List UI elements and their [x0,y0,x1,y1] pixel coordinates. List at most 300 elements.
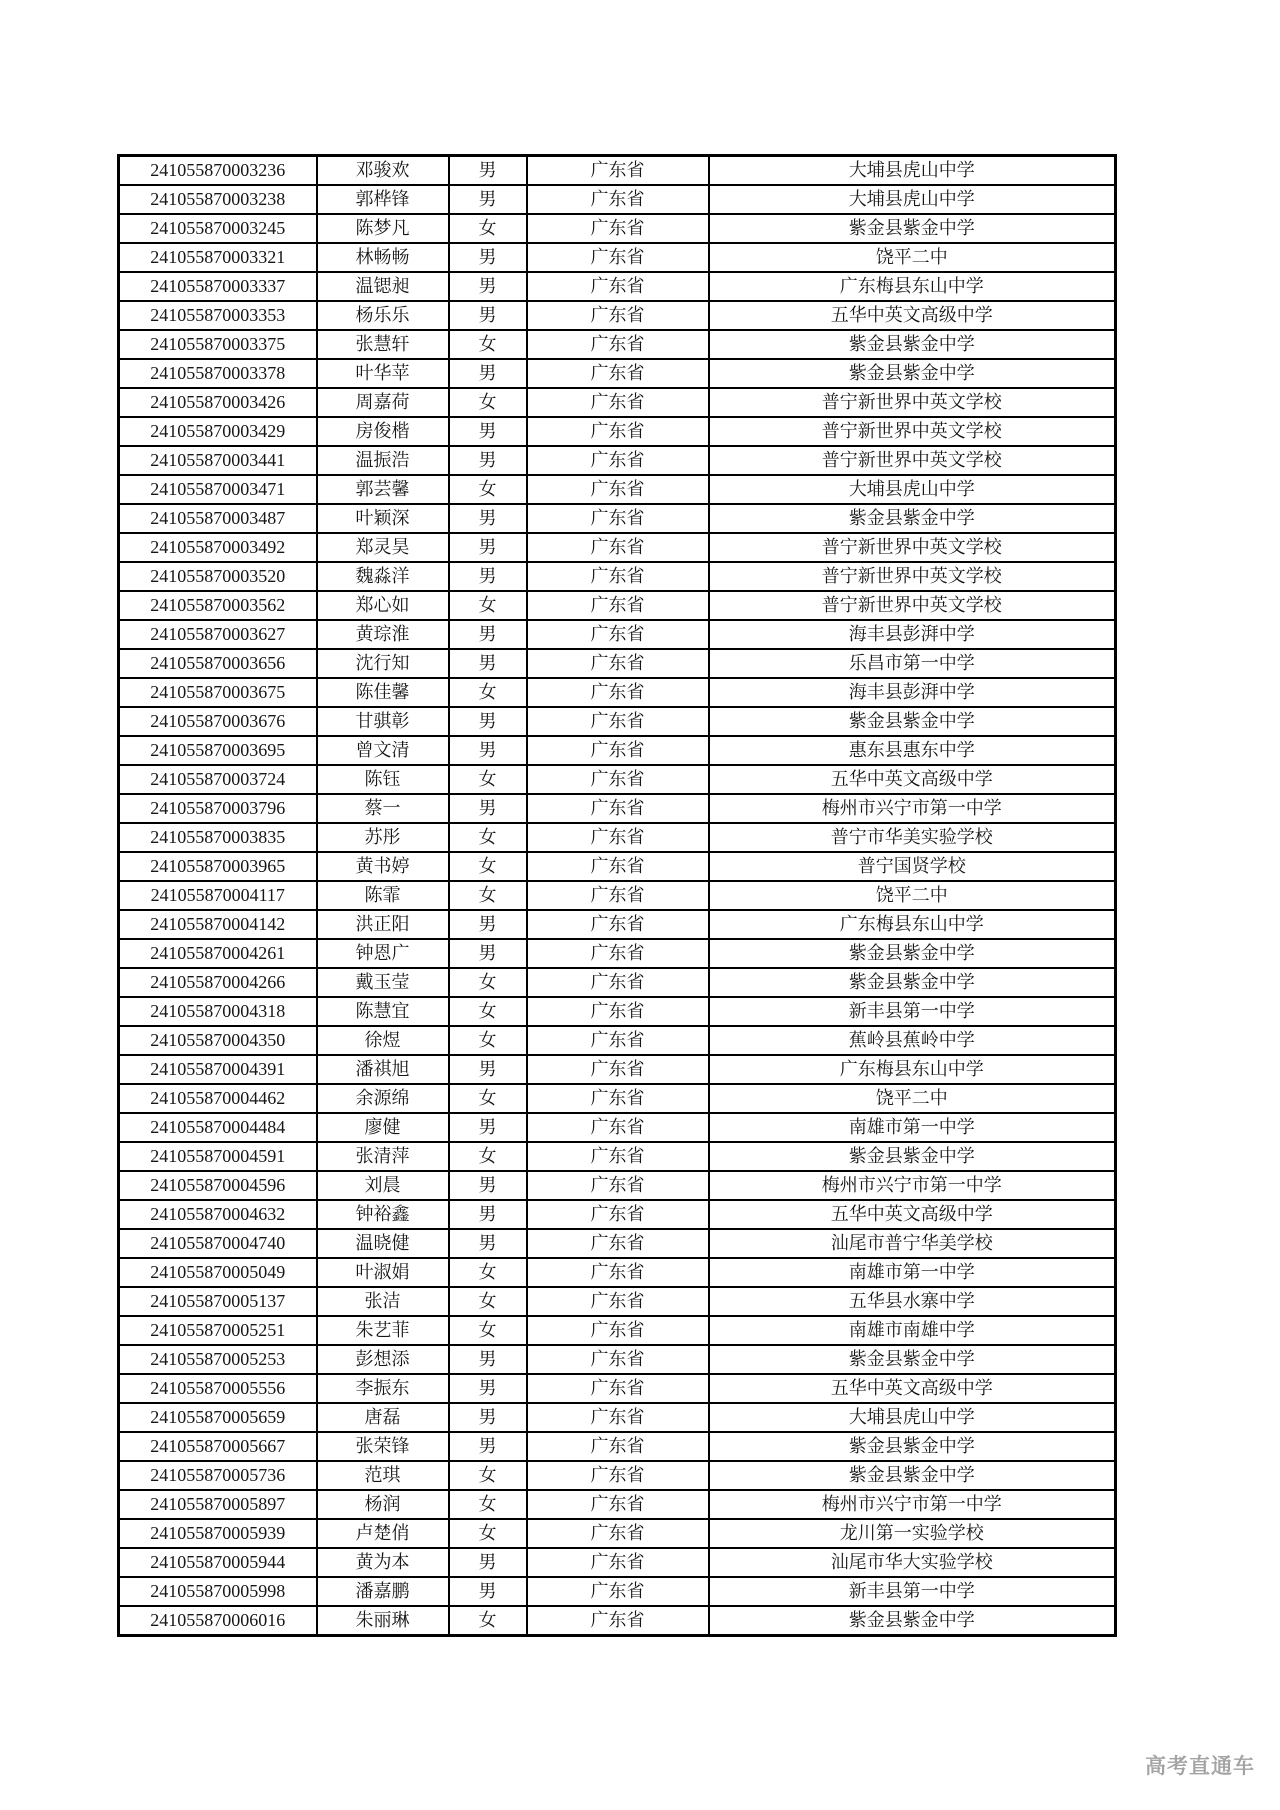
province-cell: 广东省 [527,649,709,678]
school-cell: 五华县水寨中学 [709,1287,1116,1316]
exam-id-cell: 241055870004740 [119,1229,317,1258]
footer-watermark: 高考直通车 [1145,1754,1255,1778]
student-name-cell: 杨乐乐 [317,301,449,330]
province-cell: 广东省 [527,562,709,591]
exam-id-cell: 241055870003426 [119,388,317,417]
table-row [119,852,1116,881]
student-name-cell: 曾文清 [317,736,449,765]
school-cell: 紫金县紫金中学 [709,330,1116,359]
school-cell: 紫金县紫金中学 [709,968,1116,997]
province-cell: 广东省 [527,707,709,736]
gender-cell: 男 [449,1432,527,1461]
province-cell: 广东省 [527,1229,709,1258]
school-cell: 五华中英文高级中学 [709,1374,1116,1403]
table-row [119,997,1116,1026]
province-cell: 广东省 [527,301,709,330]
student-name-cell: 温锶昶 [317,272,449,301]
school-cell: 广东梅县东山中学 [709,910,1116,939]
student-name-cell: 廖健 [317,1113,449,1142]
school-cell: 五华中英文高级中学 [709,765,1116,794]
table-row [119,1055,1116,1084]
exam-id-cell: 241055870003724 [119,765,317,794]
table-row [119,707,1116,736]
exam-id-cell: 241055870004350 [119,1026,317,1055]
exam-id-cell: 241055870003676 [119,707,317,736]
school-cell: 紫金县紫金中学 [709,359,1116,388]
province-cell: 广东省 [527,1403,709,1432]
student-name-cell: 张清萍 [317,1142,449,1171]
student-name-cell: 邓骏欢 [317,156,449,186]
student-name-cell: 张荣锋 [317,1432,449,1461]
province-cell: 广东省 [527,1432,709,1461]
gender-cell: 女 [449,823,527,852]
student-name-cell: 沈行知 [317,649,449,678]
table-row [119,330,1116,359]
exam-id-cell: 241055870003441 [119,446,317,475]
exam-id-cell: 241055870003378 [119,359,317,388]
exam-id-cell: 241055870004266 [119,968,317,997]
exam-id-cell: 241055870005659 [119,1403,317,1432]
school-cell: 五华中英文高级中学 [709,1200,1116,1229]
school-cell: 海丰县彭湃中学 [709,678,1116,707]
student-name-cell: 苏彤 [317,823,449,852]
exam-id-cell: 241055870005253 [119,1345,317,1374]
province-cell: 广东省 [527,1026,709,1055]
table-row [119,301,1116,330]
gender-cell: 男 [449,1374,527,1403]
province-cell: 广东省 [527,1316,709,1345]
student-name-cell: 叶颖深 [317,504,449,533]
table-row [119,1229,1116,1258]
table-row [119,533,1116,562]
exam-id-cell: 241055870003492 [119,533,317,562]
table-row [119,504,1116,533]
table-row [119,765,1116,794]
table-row [119,359,1116,388]
exam-id-cell: 241055870006016 [119,1606,317,1636]
gender-cell: 男 [449,504,527,533]
table-row [119,1490,1116,1519]
table-row [119,214,1116,243]
province-cell: 广东省 [527,852,709,881]
table-row [119,1113,1116,1142]
gender-cell: 男 [449,1113,527,1142]
province-cell: 广东省 [527,765,709,794]
student-name-cell: 刘晨 [317,1171,449,1200]
gender-cell: 男 [449,359,527,388]
gender-cell: 女 [449,997,527,1026]
province-cell: 广东省 [527,823,709,852]
student-name-cell: 钟裕鑫 [317,1200,449,1229]
province-cell: 广东省 [527,504,709,533]
gender-cell: 女 [449,1490,527,1519]
table-row [119,823,1116,852]
table-row [119,591,1116,620]
exam-id-cell: 241055870003835 [119,823,317,852]
student-name-cell: 郑灵昊 [317,533,449,562]
school-cell: 广东梅县东山中学 [709,272,1116,301]
province-cell: 广东省 [527,1606,709,1636]
student-name-cell: 郭芸馨 [317,475,449,504]
school-cell: 大埔县虎山中学 [709,475,1116,504]
province-cell: 广东省 [527,736,709,765]
table-row [119,794,1116,823]
province-cell: 广东省 [527,968,709,997]
gender-cell: 女 [449,1316,527,1345]
exam-id-cell: 241055870003337 [119,272,317,301]
gender-cell: 男 [449,736,527,765]
exam-id-cell: 241055870003375 [119,330,317,359]
gender-cell: 男 [449,1548,527,1577]
table-row [119,388,1116,417]
school-cell: 普宁市华美实验学校 [709,823,1116,852]
student-name-cell: 魏淼洋 [317,562,449,591]
exam-id-cell: 241055870003353 [119,301,317,330]
province-cell: 广东省 [527,272,709,301]
school-cell: 新丰县第一中学 [709,1577,1116,1606]
table-row [119,417,1116,446]
school-cell: 普宁新世界中英文学校 [709,388,1116,417]
school-cell: 南雄市第一中学 [709,1258,1116,1287]
province-cell: 广东省 [527,1374,709,1403]
student-name-cell: 叶淑娟 [317,1258,449,1287]
student-name-cell: 张慧轩 [317,330,449,359]
exam-id-cell: 241055870003321 [119,243,317,272]
school-cell: 汕尾市华大实验学校 [709,1548,1116,1577]
student-name-cell: 叶华苹 [317,359,449,388]
school-cell: 饶平二中 [709,881,1116,910]
table-row [119,156,1116,186]
exam-id-cell: 241055870004261 [119,939,317,968]
student-name-cell: 林畅畅 [317,243,449,272]
province-cell: 广东省 [527,156,709,186]
exam-id-cell: 241055870005939 [119,1519,317,1548]
gender-cell: 男 [449,301,527,330]
student-name-cell: 陈佳馨 [317,678,449,707]
student-name-cell: 李振东 [317,1374,449,1403]
table-row [119,1345,1116,1374]
student-name-cell: 朱丽琳 [317,1606,449,1636]
exam-id-cell: 241055870003675 [119,678,317,707]
student-name-cell: 甘骐彰 [317,707,449,736]
gender-cell: 男 [449,1055,527,1084]
school-cell: 五华中英文高级中学 [709,301,1116,330]
school-cell: 紫金县紫金中学 [709,1142,1116,1171]
student-name-cell: 卢楚俏 [317,1519,449,1548]
table-row [119,736,1116,765]
province-cell: 广东省 [527,185,709,214]
table-row [119,881,1116,910]
exam-id-cell: 241055870004591 [119,1142,317,1171]
exam-id-cell: 241055870003471 [119,475,317,504]
province-cell: 广东省 [527,591,709,620]
school-cell: 普宁新世界中英文学校 [709,446,1116,475]
student-name-cell: 郑心如 [317,591,449,620]
gender-cell: 女 [449,1519,527,1548]
student-name-cell: 黄为本 [317,1548,449,1577]
school-cell: 南雄市南雄中学 [709,1316,1116,1345]
exam-id-cell: 241055870003245 [119,214,317,243]
student-name-cell: 钟恩广 [317,939,449,968]
province-cell: 广东省 [527,1548,709,1577]
table-row [119,1171,1116,1200]
province-cell: 广东省 [527,359,709,388]
province-cell: 广东省 [527,1142,709,1171]
province-cell: 广东省 [527,533,709,562]
gender-cell: 男 [449,620,527,649]
province-cell: 广东省 [527,1171,709,1200]
student-name-cell: 郭桦锋 [317,185,449,214]
gender-cell: 男 [449,1403,527,1432]
province-cell: 广东省 [527,678,709,707]
table-row [119,1374,1116,1403]
table-row [119,939,1116,968]
gender-cell: 女 [449,1287,527,1316]
exam-id-cell: 241055870003429 [119,417,317,446]
province-cell: 广东省 [527,417,709,446]
student-name-cell: 潘祺旭 [317,1055,449,1084]
table-row [119,475,1116,504]
exam-id-cell: 241055870005897 [119,1490,317,1519]
table-row [119,185,1116,214]
gender-cell: 男 [449,1229,527,1258]
province-cell: 广东省 [527,620,709,649]
exam-id-cell: 241055870004142 [119,910,317,939]
student-name-cell: 彭想添 [317,1345,449,1374]
table-row [119,1316,1116,1345]
gender-cell: 女 [449,968,527,997]
exam-id-cell: 241055870003695 [119,736,317,765]
gender-cell: 女 [449,881,527,910]
school-cell: 紫金县紫金中学 [709,939,1116,968]
gender-cell: 男 [449,794,527,823]
table-row [119,446,1116,475]
table-row [119,1606,1116,1636]
student-name-cell: 唐磊 [317,1403,449,1432]
student-name-cell: 戴玉莹 [317,968,449,997]
province-cell: 广东省 [527,475,709,504]
gender-cell: 女 [449,475,527,504]
gender-cell: 男 [449,417,527,446]
exam-id-cell: 241055870004117 [119,881,317,910]
school-cell: 紫金县紫金中学 [709,1461,1116,1490]
school-cell: 大埔县虎山中学 [709,185,1116,214]
gender-cell: 女 [449,1461,527,1490]
school-cell: 新丰县第一中学 [709,997,1116,1026]
student-name-cell: 朱艺菲 [317,1316,449,1345]
exam-id-cell: 241055870003487 [119,504,317,533]
gender-cell: 女 [449,678,527,707]
gender-cell: 男 [449,1200,527,1229]
table-row [119,1142,1116,1171]
exam-id-cell: 241055870005049 [119,1258,317,1287]
exam-id-cell: 241055870003236 [119,156,317,186]
province-cell: 广东省 [527,1113,709,1142]
exam-id-cell: 241055870004484 [119,1113,317,1142]
gender-cell: 女 [449,214,527,243]
table-row [119,1403,1116,1432]
gender-cell: 女 [449,765,527,794]
school-cell: 紫金县紫金中学 [709,504,1116,533]
exam-id-cell: 241055870003238 [119,185,317,214]
gender-cell: 男 [449,156,527,186]
province-cell: 广东省 [527,1345,709,1374]
province-cell: 广东省 [527,1577,709,1606]
school-cell: 乐昌市第一中学 [709,649,1116,678]
gender-cell: 男 [449,446,527,475]
province-cell: 广东省 [527,1258,709,1287]
school-cell: 紫金县紫金中学 [709,707,1116,736]
school-cell: 蕉岭县蕉岭中学 [709,1026,1116,1055]
province-cell: 广东省 [527,1287,709,1316]
school-cell: 紫金县紫金中学 [709,1345,1116,1374]
exam-id-cell: 241055870003656 [119,649,317,678]
student-name-cell: 陈慧宜 [317,997,449,1026]
school-cell: 紫金县紫金中学 [709,1432,1116,1461]
table-row [119,1432,1116,1461]
student-name-cell: 杨润 [317,1490,449,1519]
exam-id-cell: 241055870004391 [119,1055,317,1084]
gender-cell: 女 [449,591,527,620]
student-name-cell: 黄书婷 [317,852,449,881]
school-cell: 饶平二中 [709,243,1116,272]
table-row [119,968,1116,997]
student-name-cell: 陈钰 [317,765,449,794]
exam-id-cell: 241055870005944 [119,1548,317,1577]
gender-cell: 男 [449,185,527,214]
gender-cell: 男 [449,1171,527,1200]
exam-id-cell: 241055870003520 [119,562,317,591]
gender-cell: 男 [449,707,527,736]
table-row [119,1200,1116,1229]
exam-id-cell: 241055870004462 [119,1084,317,1113]
school-cell: 惠东县惠东中学 [709,736,1116,765]
exam-id-cell: 241055870005736 [119,1461,317,1490]
student-table-body [119,156,1116,1636]
school-cell: 紫金县紫金中学 [709,1606,1116,1636]
school-cell: 梅州市兴宁市第一中学 [709,1490,1116,1519]
student-roster-table [117,154,1117,1637]
gender-cell: 男 [449,1345,527,1374]
exam-id-cell: 241055870004318 [119,997,317,1026]
province-cell: 广东省 [527,997,709,1026]
student-name-cell: 潘嘉鹏 [317,1577,449,1606]
table-row [119,243,1116,272]
table-row [119,1084,1116,1113]
school-cell: 普宁新世界中英文学校 [709,562,1116,591]
gender-cell: 女 [449,1142,527,1171]
gender-cell: 男 [449,562,527,591]
student-name-cell: 张洁 [317,1287,449,1316]
student-name-cell: 房俊楷 [317,417,449,446]
school-cell: 大埔县虎山中学 [709,1403,1116,1432]
gender-cell: 女 [449,852,527,881]
school-cell: 普宁新世界中英文学校 [709,591,1116,620]
gender-cell: 男 [449,272,527,301]
student-name-cell: 陈霏 [317,881,449,910]
exam-id-cell: 241055870004632 [119,1200,317,1229]
school-cell: 南雄市第一中学 [709,1113,1116,1142]
gender-cell: 男 [449,910,527,939]
table-row [119,1461,1116,1490]
table-row [119,1577,1116,1606]
school-cell: 普宁国贤学校 [709,852,1116,881]
province-cell: 广东省 [527,939,709,968]
table-row [119,678,1116,707]
school-cell: 梅州市兴宁市第一中学 [709,1171,1116,1200]
province-cell: 广东省 [527,1461,709,1490]
gender-cell: 男 [449,649,527,678]
gender-cell: 女 [449,1026,527,1055]
table-row [119,1026,1116,1055]
student-name-cell: 温振浩 [317,446,449,475]
school-cell: 汕尾市普宁华美学校 [709,1229,1116,1258]
exam-id-cell: 241055870003796 [119,794,317,823]
province-cell: 广东省 [527,794,709,823]
table-row [119,910,1116,939]
province-cell: 广东省 [527,881,709,910]
school-cell: 普宁新世界中英文学校 [709,533,1116,562]
student-name-cell: 温晓健 [317,1229,449,1258]
table-row [119,649,1116,678]
school-cell: 龙川第一实验学校 [709,1519,1116,1548]
school-cell: 饶平二中 [709,1084,1116,1113]
province-cell: 广东省 [527,388,709,417]
exam-id-cell: 241055870005998 [119,1577,317,1606]
exam-id-cell: 241055870005556 [119,1374,317,1403]
province-cell: 广东省 [527,1519,709,1548]
gender-cell: 男 [449,533,527,562]
table-row [119,562,1116,591]
school-cell: 大埔县虎山中学 [709,156,1116,186]
student-name-cell: 范琪 [317,1461,449,1490]
exam-id-cell: 241055870005137 [119,1287,317,1316]
student-name-cell: 周嘉荷 [317,388,449,417]
school-cell: 梅州市兴宁市第一中学 [709,794,1116,823]
province-cell: 广东省 [527,1490,709,1519]
school-cell: 海丰县彭湃中学 [709,620,1116,649]
exam-id-cell: 241055870003562 [119,591,317,620]
province-cell: 广东省 [527,1084,709,1113]
exam-id-cell: 241055870004596 [119,1171,317,1200]
exam-id-cell: 241055870003965 [119,852,317,881]
student-name-cell: 蔡一 [317,794,449,823]
gender-cell: 女 [449,1258,527,1287]
student-name-cell: 余源绵 [317,1084,449,1113]
student-name-cell: 陈梦凡 [317,214,449,243]
exam-id-cell: 241055870005667 [119,1432,317,1461]
province-cell: 广东省 [527,910,709,939]
gender-cell: 男 [449,243,527,272]
table-row [119,1519,1116,1548]
exam-id-cell: 241055870003627 [119,620,317,649]
gender-cell: 女 [449,330,527,359]
gender-cell: 女 [449,1084,527,1113]
school-cell: 紫金县紫金中学 [709,214,1116,243]
gender-cell: 男 [449,939,527,968]
student-name-cell: 黄琮淮 [317,620,449,649]
province-cell: 广东省 [527,1055,709,1084]
table-row [119,1287,1116,1316]
table-row [119,1548,1116,1577]
school-cell: 广东梅县东山中学 [709,1055,1116,1084]
gender-cell: 男 [449,1577,527,1606]
province-cell: 广东省 [527,1200,709,1229]
gender-cell: 女 [449,388,527,417]
table-row [119,1258,1116,1287]
student-name-cell: 徐煜 [317,1026,449,1055]
province-cell: 广东省 [527,330,709,359]
